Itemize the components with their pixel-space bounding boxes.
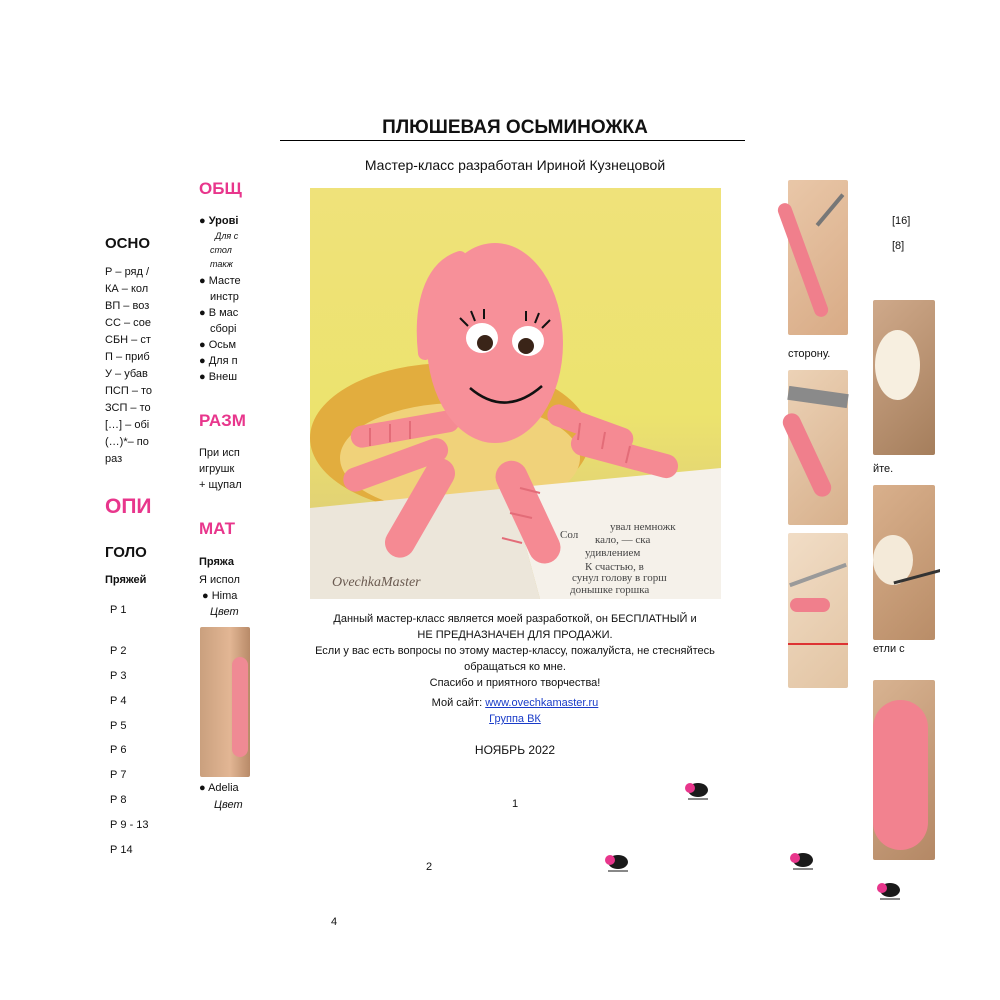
heading-general: ОБЩ	[199, 179, 242, 198]
sheep-logo-icon	[680, 778, 714, 806]
step-caption: етли с	[873, 643, 905, 655]
book-text-line: сунул голову в горш	[572, 572, 667, 584]
yarn-photo	[200, 627, 250, 777]
abbrev-item: раз	[105, 453, 123, 465]
heading-size: РАЗМ	[199, 411, 246, 430]
book-text-line: кало, — ска	[595, 534, 651, 546]
abbrev-item: ЗСП – то	[105, 402, 151, 414]
abbrev-item: У – убав	[105, 368, 148, 380]
bullet-item: инстр	[210, 291, 239, 303]
abbrev-item: (…)*– по	[105, 436, 149, 448]
bullet-item: ● Внеш	[199, 371, 238, 383]
yarn-color: Цвет	[214, 799, 243, 811]
notice-line: НЕ ПРЕДНАЗНАЧЕН ДЛЯ ПРОДАЖИ.	[417, 629, 613, 641]
site-link[interactable]: www.ovechkamaster.ru	[485, 697, 599, 709]
heading-materials: МАТ	[199, 519, 235, 538]
bullet-item: ● В мас	[199, 307, 239, 319]
step-caption: сторону.	[788, 348, 831, 360]
row-label: Р 7	[110, 769, 127, 781]
level-note: Для с	[215, 231, 239, 241]
title-rule	[280, 140, 745, 141]
page-title: ПЛЮШЕВАЯ ОСЬМИНОЖКА	[382, 117, 648, 138]
step-photo	[873, 485, 935, 640]
page-number-4: 4	[331, 916, 338, 928]
heading-description: ОПИ	[105, 495, 152, 518]
row-label: Р 1	[110, 604, 127, 616]
sheep-logo-icon	[872, 878, 906, 906]
abbrev-item: СБН – ст	[105, 334, 151, 346]
step-photo	[788, 370, 848, 525]
page-4	[90, 180, 160, 940]
size-text: игрушк	[199, 463, 235, 475]
bullet-item: сборі	[210, 323, 237, 335]
size-text: При исп	[199, 447, 240, 459]
book-text-line: удивлением	[585, 547, 641, 559]
notice-line: Данный мастер-класс является моей разработкой, он БЕСПЛАТНЫЙ и	[333, 613, 697, 625]
photo-watermark: OvechkaMaster	[332, 575, 421, 590]
bracket-label: [16]	[892, 215, 911, 227]
abbrev-item: ВП – воз	[105, 300, 150, 312]
abbrev-item: Р – ряд /	[105, 266, 150, 278]
row-label: Р 9 - 13	[110, 819, 149, 831]
page-1	[250, 100, 780, 830]
yarn-item: ● Hima	[202, 590, 238, 602]
bullet-item: ● Для п	[199, 355, 238, 367]
notice-text	[250, 611, 780, 691]
abbrev-item: П – приб	[105, 351, 150, 363]
sheep-logo-icon	[785, 848, 819, 876]
yarn-item: ● Adelia	[199, 782, 239, 794]
octopus-photo	[310, 188, 721, 599]
heading-head: ГОЛО	[105, 544, 147, 561]
yarn-label: Пряжей	[105, 574, 147, 586]
yarn-heading: Пряжа	[199, 556, 234, 568]
size-text: + щупал	[199, 479, 242, 491]
abbrev-item: КА – кол	[105, 283, 149, 295]
page-number-1: 1	[512, 798, 519, 810]
level-bullet: ● Урові	[199, 215, 239, 227]
page-2	[190, 165, 250, 825]
step-photo	[788, 180, 848, 335]
site-line	[250, 697, 780, 709]
heading-basic: ОСНО	[105, 235, 150, 252]
level-note: такж	[210, 259, 233, 269]
step-photo	[788, 533, 848, 688]
abbrev-item: СС – сое	[105, 317, 151, 329]
row-label: Р 8	[110, 794, 127, 806]
date-label: НОЯБРЬ 2022	[474, 743, 556, 757]
row-label: Р 5	[110, 720, 127, 732]
page-subtitle: Мастер-класс разработан Ириной Кузнецовой	[364, 157, 666, 173]
book-text-line: Сол	[560, 529, 579, 541]
book-text-line: донышке горшка	[570, 584, 650, 596]
step-caption: йте.	[873, 463, 894, 475]
notice-line: обращаться ко мне.	[464, 661, 566, 673]
yarn-text: Я испол	[199, 574, 240, 586]
step-photo	[873, 680, 935, 860]
sheep-logo-icon	[600, 850, 634, 878]
book-text-line: К счастью, в	[585, 561, 644, 573]
row-label: Р 2	[110, 645, 127, 657]
abbrev-item: ПСП – то	[105, 385, 153, 397]
site-label: Мой сайт:	[431, 697, 483, 709]
row-label: Р 14	[110, 844, 133, 856]
notice-line: Если у вас есть вопросы по этому мастер-классу, пожалуйста, не стесняйтесь	[315, 645, 715, 657]
notice-line: Спасибо и приятного творчества!	[429, 677, 601, 689]
row-label: Р 4	[110, 695, 127, 707]
abbreviation-list	[105, 264, 152, 468]
octopus-illustration	[310, 188, 721, 599]
yarn-color: Цвет	[210, 606, 239, 618]
vk-group-link[interactable]: Группа ВК	[489, 713, 541, 725]
step-photo	[873, 300, 935, 455]
bullet-item: ● Масте	[199, 275, 241, 287]
row-label: Р 3	[110, 670, 127, 682]
bracket-label: [8]	[892, 240, 905, 252]
row-label: Р 6	[110, 744, 127, 756]
abbrev-item: […] – обі	[105, 419, 150, 431]
page-number-2: 2	[426, 861, 433, 873]
level-note: стол	[210, 245, 232, 255]
book-text-line: увал немножк	[610, 521, 676, 533]
bullet-item: ● Осьм	[199, 339, 237, 351]
